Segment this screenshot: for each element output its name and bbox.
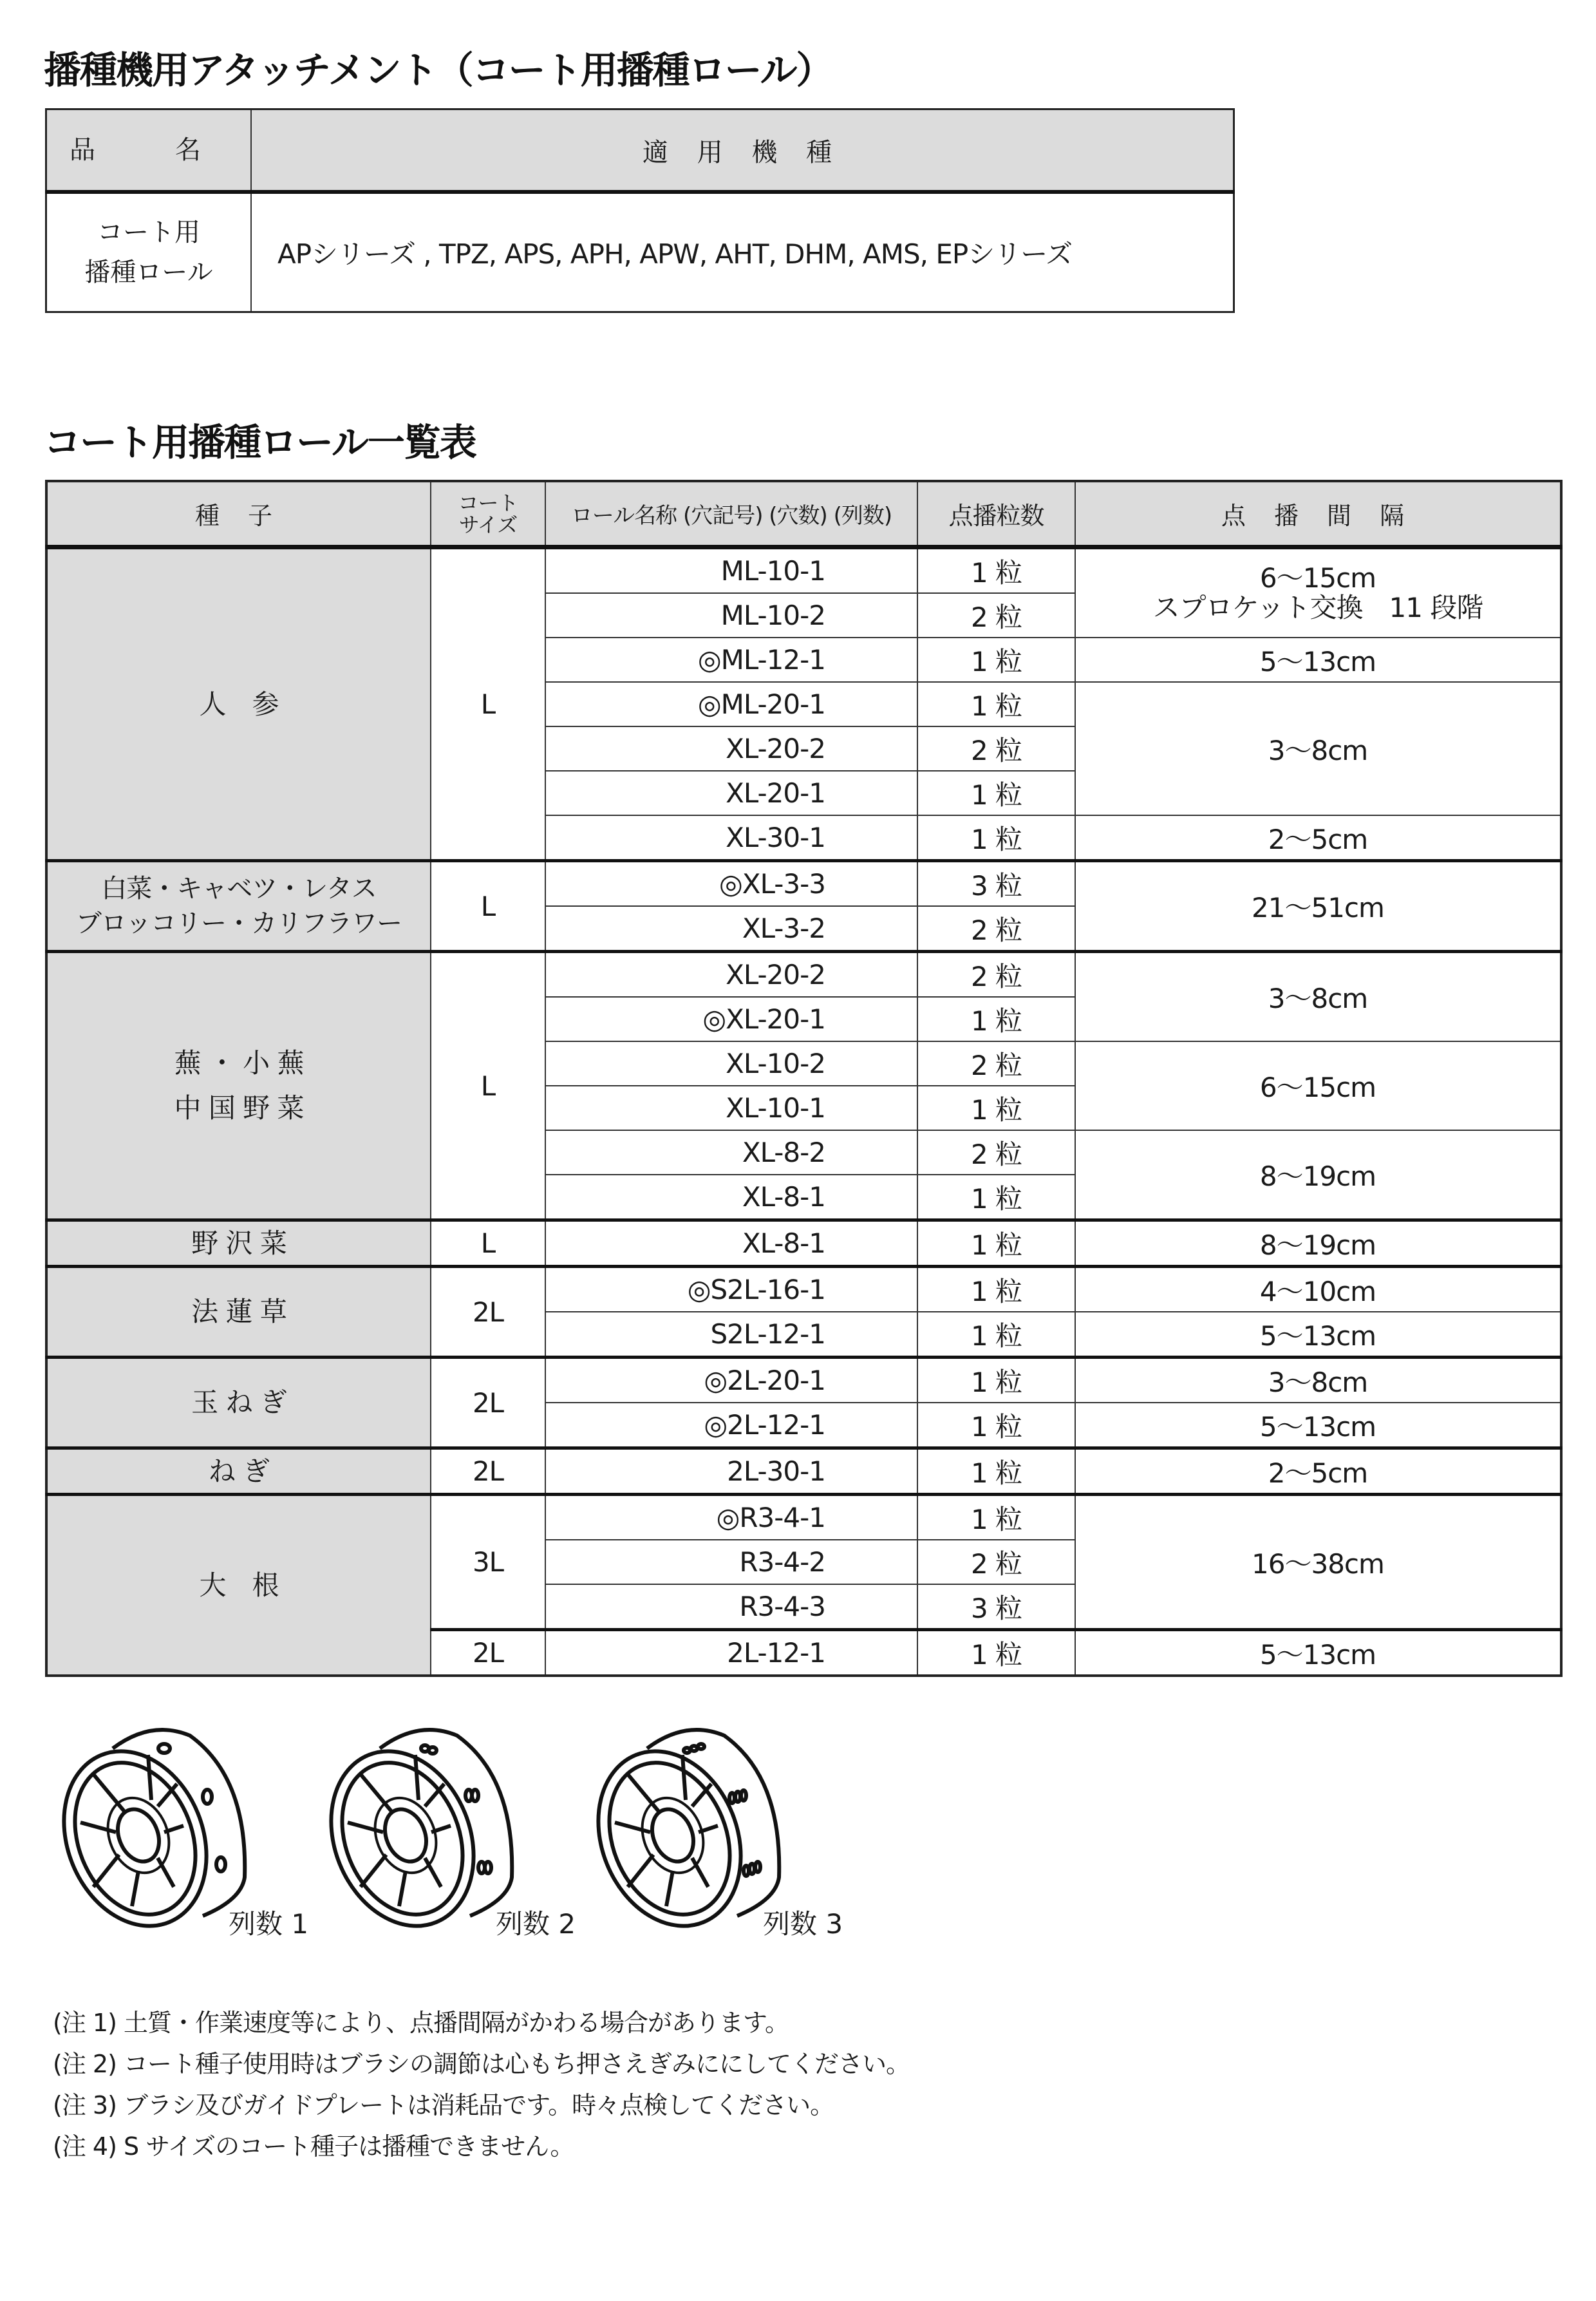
note-2: (注 2) コート種子使用時はブラシの調節は心もち押さえぎみににしてください。 <box>53 2050 910 2078</box>
table-row <box>46 1448 1561 1495</box>
table-row <box>46 861 1561 907</box>
note-4: (注 4) S サイズのコート種子は播種できません。 <box>53 2132 574 2161</box>
roll-name: S2L-12-1 <box>545 1312 917 1358</box>
roll-table-header <box>46 481 1561 547</box>
seed-turnip-group: 蕪 ・ 小 蕪 中 国 野 菜 <box>46 952 431 1220</box>
seed-count: 1 粒 <box>917 1175 1075 1220</box>
interval: 6〜15cm スプロケット交換 11 段階 <box>1075 547 1561 638</box>
table-row <box>46 192 1234 312</box>
roll-name: XL-30-1 <box>545 815 917 861</box>
roll-name: XL-20-2 <box>545 952 917 998</box>
note-3: (注 3) ブラシ及びガイドプレートは消耗品です。時々点検してください。 <box>53 2091 834 2119</box>
table-row <box>46 1220 1561 1267</box>
roll-name: ML-10-2 <box>545 593 917 638</box>
seed-count: 3 粒 <box>917 1584 1075 1630</box>
seed-count: 1 粒 <box>917 1086 1075 1130</box>
header-models: 適 用 機 種 <box>251 109 1234 193</box>
table-row <box>46 952 1561 998</box>
coat-size: 2L <box>431 1267 545 1358</box>
roll-name: ◎XL-3-3 <box>545 861 917 907</box>
seed-onion: 玉 ね ぎ <box>46 1358 431 1448</box>
roll-wheel-3-row-icon <box>589 1694 795 1938</box>
seed-count: 1 粒 <box>917 1312 1075 1358</box>
list-title: コート用播種ロール一覧表 <box>44 421 476 464</box>
seed-count: 2 粒 <box>917 726 1075 771</box>
header-interval: 点 播 間 隔 <box>1075 481 1561 547</box>
seed-count: 1 粒 <box>917 1630 1075 1676</box>
roll-name: ML-10-1 <box>545 547 917 594</box>
seed-carrot: 人 参 <box>46 547 431 861</box>
seed-count: 2 粒 <box>917 1540 1075 1584</box>
seed-count: 1 粒 <box>917 638 1075 682</box>
coat-size: 2L <box>431 1448 545 1495</box>
row-count-1-label: 列数 1 <box>229 1908 309 1940</box>
roll-name: XL-20-1 <box>545 771 917 815</box>
roll-wheel-1-row-icon <box>55 1694 261 1938</box>
interval: 6〜15cm <box>1075 1041 1561 1130</box>
interval: 8〜19cm <box>1075 1130 1561 1220</box>
seed-count: 1 粒 <box>917 815 1075 861</box>
roll-name: ◎XL-20-1 <box>545 997 917 1041</box>
seed-cabbage-group: 白菜・キャベツ・レタス ブロッコリー・カリフラワー <box>46 861 431 952</box>
interval: 16〜38cm <box>1075 1495 1561 1630</box>
seed-count: 1 粒 <box>917 1267 1075 1312</box>
seed-count: 2 粒 <box>917 1041 1075 1086</box>
coat-size: 2L <box>431 1630 545 1676</box>
interval: 5〜13cm <box>1075 1630 1561 1676</box>
row-count-2-label: 列数 2 <box>496 1908 576 1940</box>
interval: 5〜13cm <box>1075 1312 1561 1358</box>
header-product: 品 名 <box>46 109 252 193</box>
roll-name: 2L-12-1 <box>545 1630 917 1676</box>
roll-name: XL-10-1 <box>545 1086 917 1130</box>
seed-count: 1 粒 <box>917 1495 1075 1540</box>
roll-name: XL-8-2 <box>545 1130 917 1175</box>
roll-name: ◎ML-12-1 <box>545 638 917 682</box>
seed-count: 1 粒 <box>917 1358 1075 1403</box>
coat-size: L <box>431 1220 545 1267</box>
note-1: (注 1) 土質・作業速度等により、点播間隔がかわる場合があります。 <box>53 2009 789 2037</box>
interval: 2〜5cm <box>1075 815 1561 861</box>
roll-name: XL-8-1 <box>545 1175 917 1220</box>
seed-count: 2 粒 <box>917 1130 1075 1175</box>
interval: 4〜10cm <box>1075 1267 1561 1312</box>
header-coat-size: コート サイズ <box>431 481 545 547</box>
roll-table <box>45 480 1563 1677</box>
roll-name: ◎R3-4-1 <box>545 1495 917 1540</box>
coat-size: 3L <box>431 1495 545 1630</box>
seed-count: 2 粒 <box>917 952 1075 998</box>
seed-count: 3 粒 <box>917 861 1075 907</box>
seed-count: 1 粒 <box>917 682 1075 726</box>
interval: 3〜8cm <box>1075 682 1561 815</box>
roll-name: ◎S2L-16-1 <box>545 1267 917 1312</box>
coat-size: L <box>431 952 545 1220</box>
seed-count: 1 粒 <box>917 1403 1075 1448</box>
seed-green-onion: ね ぎ <box>46 1448 431 1495</box>
interval: 3〜8cm <box>1075 952 1561 1042</box>
seed-count: 1 粒 <box>917 771 1075 815</box>
seed-count: 2 粒 <box>917 906 1075 952</box>
roll-name: XL-10-2 <box>545 1041 917 1086</box>
header-seed: 種 子 <box>46 481 431 547</box>
seed-count: 1 粒 <box>917 997 1075 1041</box>
coat-size: 2L <box>431 1358 545 1448</box>
interval: 3〜8cm <box>1075 1358 1561 1403</box>
interval: 8〜19cm <box>1075 1220 1561 1267</box>
table-row <box>46 1358 1561 1403</box>
roll-wheel-2-row-icon <box>322 1694 528 1938</box>
coat-size: L <box>431 861 545 952</box>
interval: 21〜51cm <box>1075 861 1561 952</box>
roll-name: XL-20-2 <box>545 726 917 771</box>
coat-size: L <box>431 547 545 861</box>
roll-name: 2L-30-1 <box>545 1448 917 1495</box>
seed-count: 1 粒 <box>917 547 1075 594</box>
roll-name: R3-4-2 <box>545 1540 917 1584</box>
seed-nozawana: 野 沢 菜 <box>46 1220 431 1267</box>
table-row <box>46 1267 1561 1312</box>
roll-name: XL-3-2 <box>545 906 917 952</box>
roll-name: ◎2L-20-1 <box>545 1358 917 1403</box>
attachment-table <box>45 108 1235 313</box>
seed-count: 1 粒 <box>917 1448 1075 1495</box>
attachment-table-header <box>46 109 1234 193</box>
roll-name: ◎ML-20-1 <box>545 682 917 726</box>
interval: 5〜13cm <box>1075 638 1561 682</box>
roll-name: ◎2L-12-1 <box>545 1403 917 1448</box>
roll-name: R3-4-3 <box>545 1584 917 1630</box>
table-row <box>46 1495 1561 1540</box>
row-count-3-label: 列数 3 <box>763 1908 843 1940</box>
header-count: 点播粒数 <box>917 481 1075 547</box>
header-roll-name: ロール名称 (穴記号) (穴数) (列数) <box>545 481 917 547</box>
seed-daikon: 大 根 <box>46 1495 431 1676</box>
product-name: コート用 播種ロール <box>46 192 252 312</box>
seed-spinach: 法 蓮 草 <box>46 1267 431 1358</box>
seed-count: 1 粒 <box>917 1220 1075 1267</box>
interval: 5〜13cm <box>1075 1403 1561 1448</box>
seed-count: 2 粒 <box>917 593 1075 638</box>
table-row <box>46 547 1561 594</box>
roll-name: XL-8-1 <box>545 1220 917 1267</box>
interval: 2〜5cm <box>1075 1448 1561 1495</box>
attachment-title: 播種機用アタッチメント（コート用播種ロール） <box>44 48 832 92</box>
compatible-models: APシリーズ , TPZ, APS, APH, APW, AHT, DHM, AMS, EPシリーズ <box>251 192 1234 312</box>
